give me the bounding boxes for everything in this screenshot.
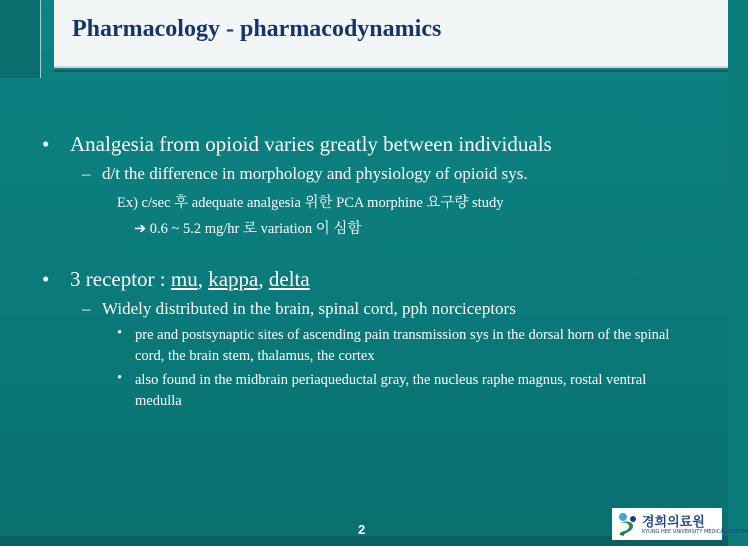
bullet-marker: • [42, 267, 50, 291]
list-item-text: pre and postsynaptic sites of ascending pain transmission sys in the dorsal horn of the spinal cord, the brain stem, thalamus, the cortex [135, 327, 670, 364]
bullet-text [70, 267, 310, 292]
decorative-divider [40, 0, 41, 78]
logo-mark-icon [616, 511, 638, 537]
slide-title: Pharmacology - pharmacodynamics [72, 16, 442, 42]
example-line: Ex) c/sec 후 adequate analgesia 위한 PCA morphine 요구량 study [117, 195, 504, 211]
sub-bullet-text: d/t the difference in morphology and physiology of opioid sys. [102, 164, 528, 183]
page-number: 2 [358, 522, 366, 537]
separator: , [258, 267, 269, 291]
receptor-delta: delta [268, 267, 310, 291]
result-line [134, 217, 361, 238]
title-box [54, 0, 728, 68]
arrow-icon: ➔ [134, 221, 147, 237]
receptor-kappa: kappa [208, 267, 259, 291]
receptor-prefix: 3 receptor : [70, 267, 171, 291]
separator: , [197, 267, 209, 291]
logo-name: 경희의료원 [642, 515, 705, 530]
dash-marker: – [82, 164, 91, 183]
corner-decoration [0, 0, 40, 78]
receptor-mu: mu [170, 267, 198, 291]
dot-marker: • [117, 325, 123, 341]
bullet-text: Analgesia from opioid varies greatly between individuals [70, 132, 552, 156]
bullet-marker: • [42, 132, 50, 156]
sub-bullet-text: Widely distributed in the brain, spinal cord, pph norciceptors [102, 299, 516, 318]
result-text: 0.6 ~ 5.2 mg/hr 로 variation 이 심함 [149, 221, 362, 237]
list-item-text: also found in the midbrain periaqueductal gray, the nucleus raphe magnus, rostal ventral medulla [135, 372, 647, 409]
dot-marker: • [117, 370, 123, 386]
dash-marker: – [82, 299, 91, 318]
title-underline [54, 70, 728, 72]
hospital-logo [612, 508, 748, 540]
logo-subtitle: KYUNG HEE UNIVERSITY MEDICAL CENTER [642, 529, 748, 535]
